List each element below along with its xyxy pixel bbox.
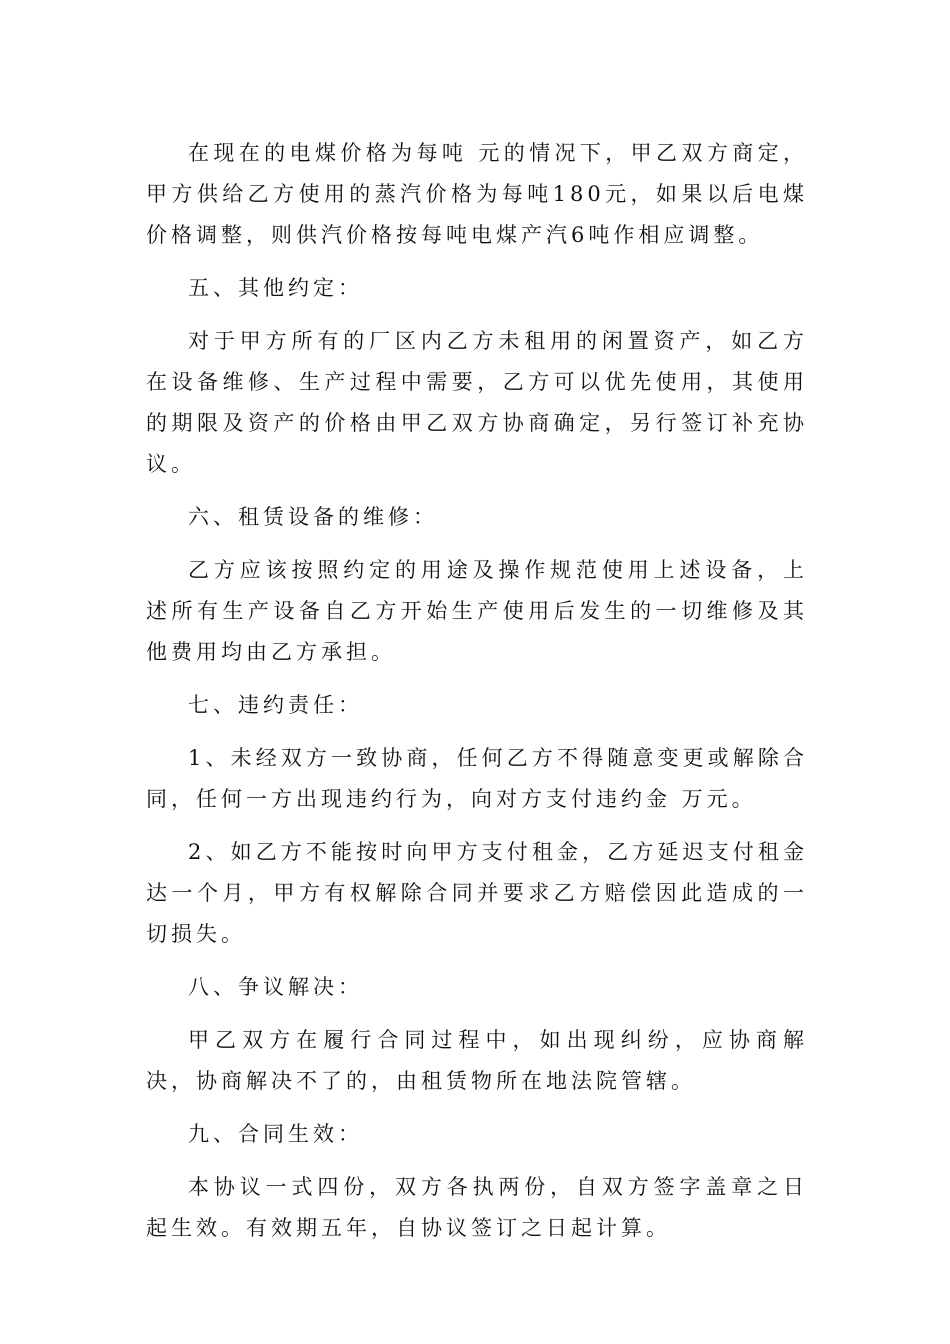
paragraph-breach-clause-1: 1、未经双方一致协商，任何乙方不得随意变更或解除合同，任何一方出现违约行为，向对方支付违约金 万元。 [146, 746, 808, 811]
section-heading-other-agreements: 五、其他约定： [188, 276, 363, 300]
paragraph-steam-price: 在现在的电煤价格为每吨 元的情况下，甲乙双方商定，甲方供给乙方使用的蒸汽价格为每吨180元，如果以后电煤价格调整，则供汽价格按每吨电煤产汽6吨作相应调整。 [146, 141, 808, 247]
section-heading-breach-liability: 七、违约责任： [188, 693, 363, 717]
paragraph-breach-clause-2: 2、如乙方不能按时向甲方支付租金，乙方延迟支付租金达一个月，甲方有权解除合同并要求乙方赔偿因此造成的一切损失。 [146, 840, 808, 946]
paragraph-idle-assets: 对于甲方所有的厂区内乙方未租用的闲置资产，如乙方在设备维修、生产过程中需要，乙方可以优先使用，其使用的期限及资产的价格由甲乙双方协商确定，另行签订补充协议。 [146, 329, 808, 476]
document-body [146, 133, 808, 1261]
section-heading-equipment-maintenance: 六、租赁设备的维修： [188, 505, 438, 529]
paragraph-dispute-resolution: 甲乙双方在履行合同过程中，如出现纠纷，应协商解决，协商解决不了的，由租赁物所在地法院管辖。 [146, 1028, 808, 1093]
paragraph-maintenance-costs: 乙方应该按照约定的用途及操作规范使用上述设备，上述所有生产设备自乙方开始生产使用后发生的一切维修及其他费用均由乙方承担。 [146, 558, 808, 664]
paragraph-contract-effectiveness: 本协议一式四份，双方各执两份，自双方签字盖章之日起生效。有效期五年，自协议签订之日起计算。 [146, 1175, 808, 1240]
section-heading-contract-effectiveness: 九、合同生效： [188, 1122, 363, 1146]
section-heading-dispute-resolution: 八、争议解决： [188, 975, 363, 999]
